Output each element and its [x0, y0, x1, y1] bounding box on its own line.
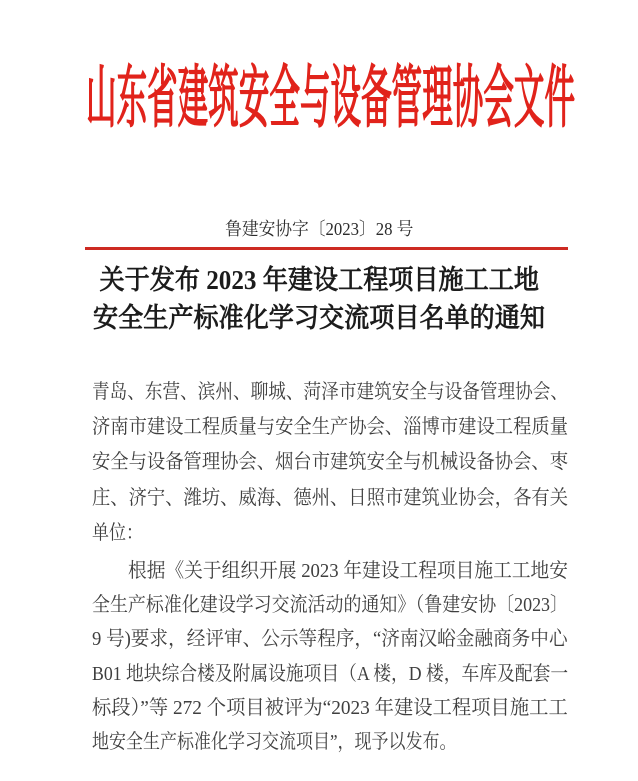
recipient-line: 青岛、东营、滨州、聊城、菏泽市建筑安全与设备管理协会、: [92, 381, 568, 403]
red-separator-line: [85, 247, 568, 250]
body-line: 根据《关于组织开展 2023 年建设工程项目施工工地安: [128, 560, 568, 582]
notice-title: [0, 261, 638, 337]
recipient-line: 安全与设备管理协会、烟台市建筑安全与机械设备协会、枣: [92, 451, 568, 474]
body-line: 全生产标准化建设学习交流活动的通知》（鲁建安协〔2023〕: [92, 594, 568, 617]
notice-title-line-1: 关于发布 2023 年建设工程项目施工工地: [99, 265, 539, 295]
org-letterhead: [86, 62, 575, 134]
body-line: B01 地块综合楼及附属设施项目（A 楼，D 楼，车库及配套一: [92, 662, 569, 685]
notice-title-line-2: 安全生产标准化学习交流项目名单的通知: [93, 303, 545, 333]
body-line: 9 号)要求，经评审、公示等程序，“济南汉峪金融商务中心: [92, 628, 568, 651]
body-line: 地安全生产标准化学习交流项目”，现予以发布。: [92, 730, 457, 753]
recipient-line: 庄、济宁、潍坊、威海、德州、日照市建筑业协会，各有关: [92, 486, 568, 509]
document-number-text: 鲁建安协字〔2023〕28 号: [224, 219, 414, 239]
body-paragraph: [92, 554, 568, 759]
body-line: 标段）”等 272 个项目被评为“2023 年建设工程项目施工工: [92, 696, 568, 719]
org-letterhead-text: 山东省建筑安全与设备管理协会文件: [86, 60, 576, 136]
recipient-line: 单位：: [92, 521, 143, 544]
document-number: [0, 217, 638, 241]
recipients-block: [92, 375, 568, 551]
recipient-line: 济南市建设工程质量与安全生产协会、淄博市建设工程质量: [92, 416, 568, 439]
